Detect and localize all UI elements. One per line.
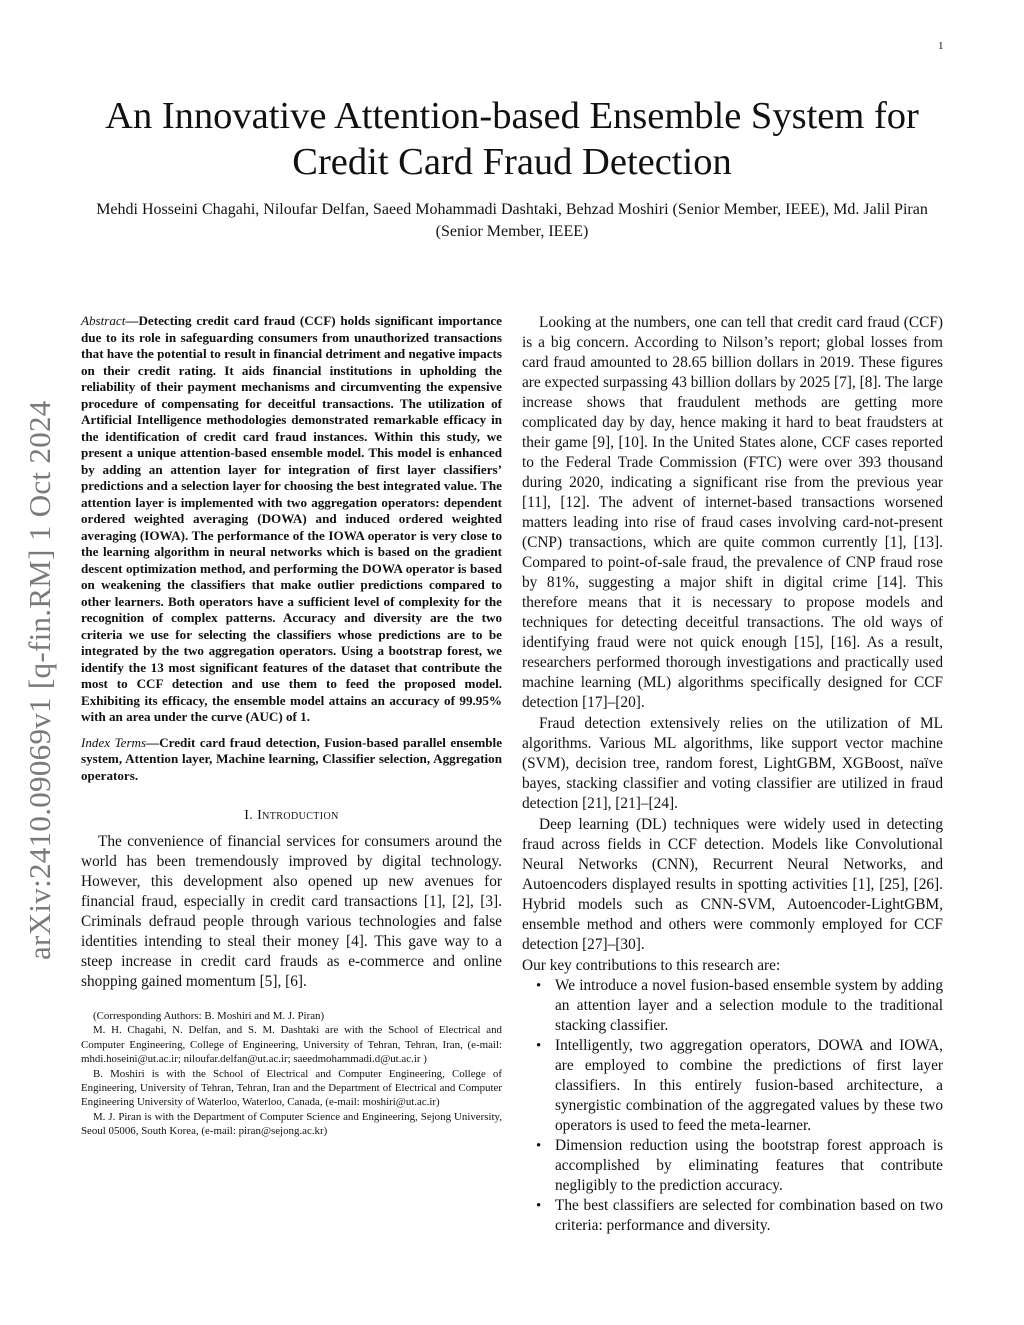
body-paragraph: Looking at the numbers, one can tell that credit card fraud (CCF) is a big concern. According to Nilson’s report; global losses from card fraud amounted to 28.65 billion dollars in 2019. These figures are expected surpassing 43 billion dollars by 2025 [7], [8]. The large increase shows that fraudulent methods are getting more complicated day by day, hence making it hard to beat fraudsters at their game [9], [10]. In the United States alone, CCF cases reported to the Federal Trade Commission (FTC) were over 393 thousand during 2020, indicating a significant rise from the previous year [11], [12]. The advent of internet-based transactions worsened matters leading into rise of fraud cases involving card-not-present (CNP) transactions, which are quite common currently [1], [13]. Compared to point-of-sale fraud, the prevalence of CNP fraud rose by 81%, suggesting a major shift in digital crime [14]. This therefore means that it is necessary to propose models and techniques for detecting deceitful transactions. The old ways of identifying fraud were not quick enough [15], [16]. As a result, researchers performed thorough investigations and practically used machine learning (ML) algorithms specifically designed for CCF detection [17]–[20].: [522, 314, 943, 711]
footnote-affiliation: M. J. Piran is with the Department of Computer Science and Engineering, Sejong University, Seoul 05006, South Korea, (e-mail: piran@sejong.ac.kr): [81, 1110, 502, 1138]
footnotes: [81, 1009, 502, 1139]
body-paragraph: Deep learning (DL) techniques were widely used in detecting fraud across fields in CCF detection. Models like Convolutional Neural Networks (CNN), Recurrent Neural Networks, and Autoencoders displayed results in spotting activities [1], [25], [26]. Hybrid models such as CNN-SVM, Autoencoder-LightGBM, ensemble method and others were commonly employed for CCF detection [27]–[30].: [522, 816, 943, 953]
contribution-item: • Intelligently, two aggregation operators, DOWA and IOWA, are employed to combine the predictions of first layer classifiers. In this entirely fusion-based architecture, a synergistic combination of the aggregated values by these two operators is used to feed the meta-learner.: [555, 1036, 943, 1136]
index-terms-text: —Credit card fraud detection, Fusion-based parallel ensemble system, Attention layer, Machine learning, Classifier selection, Aggregation operators.: [81, 734, 503, 783]
contributions-intro: Our key contributions to this research are:: [522, 957, 781, 974]
body-paragraph: Fraud detection extensively relies on the utilization of ML algorithms. Various ML algorithms, like support vector machine (SVM), decision tree, random forest, LightGBM, XGBoost, naïve bayes, stacking classifier and voting classifier are utilized in fraud detection [21], [21]–[24].: [522, 715, 943, 812]
index-terms: [81, 735, 502, 785]
paper-title: An Innovative Attention-based Ensemble System for Credit Card Fraud Detection: [105, 95, 919, 183]
contribution-item: • Dimension reduction using the bootstrap forest approach is accomplished by eliminating features that contribute negligibly to the prediction accuracy.: [555, 1136, 943, 1196]
left-column: [81, 313, 502, 1139]
page-number: 1: [938, 40, 944, 52]
contribution-item: • We introduce a novel fusion-based ensemble system by adding an attention layer and a selection module to the traditional stacking classifier.: [555, 976, 943, 1036]
abstract: [81, 313, 502, 726]
right-column: [522, 313, 943, 1236]
contribution-item: • The best classifiers are selected for combination based on two criteria: performance and diversity.: [555, 1196, 943, 1236]
footnote-affiliation: B. Moshiri is with the School of Electrical and Computer Engineering, College of Engineering, University of Tehran, Tehran, Iran and the Department of Electrical and Computer Engineering University of Waterloo, Waterloo, Canada, (e-mail: moshiri@ut.ac.ir): [81, 1067, 502, 1109]
arxiv-stamp: arXiv:2410.09069v1 [q-fin.RM] 1 Oct 2024: [22, 400, 57, 960]
section-heading-introduction: I. Introduction: [244, 808, 339, 823]
abstract-label: Abstract: [81, 313, 126, 328]
footnote-affiliation: M. H. Chagahi, N. Delfan, and S. M. Dashtaki are with the School of Electrical and Computer Engineering, College of Engineering, University of Tehran, Tehran, Iran, (e-mail: mhdi.hoseini@ut.ac.ir; niloufar.delfan@ut.ac.ir; saeedmohammadi.d@ut.ac.ir ): [81, 1024, 502, 1066]
index-terms-label: Index Terms: [81, 734, 147, 750]
abstract-text: —Detecting credit card fraud (CCF) holds significant importance due to its role in safeguarding consumers from unauthorized transactions that have the potential to result in financial detriment and negative impacts on their credit rating. It aids financial institutions in upholding the reliability of their payment mechanisms and circumventing the expensive procedure of compensating for deceitful transactions. The utilization of Artificial Intelligence methodologies demonstrated remarkable efficacy in the identification of credit card fraud instances. Within this study, we present a unique attention-based ensemble model. This model is enhanced by adding an attention layer for integration of first layer classifiers’ predictions and a selection layer for choosing the best integrated value. The attention layer is implemented with two aggregation operators: dependent ordered weighted averaging (DOWA) and induced ordered weighted averaging (IOWA). The performance of the IOWA operator is very close to the learning algorithm in neural networks which is based on the gradient descent optimization method, and performing the DOWA operator is based on weakening the classifiers that make outlier predictions compared to other learners. Both operators have a sufficient level of complexity for the recognition of complex patterns. Accuracy and diversity are the two criteria we use for selecting the classifiers whose predictions are to be integrated by the two aggregation operators. Using a bootstrap forest, we identify the 13 most significant features of the dataset that contribute the most to CCF detection and use them to feed the proposed model. Exhibiting its efficacy, the ensemble model attains an accuracy of 99.95% with an area under the curve (AUC) of 1.: [81, 313, 502, 724]
contributions-list: [522, 976, 943, 1236]
intro-paragraph: The convenience of financial services for consumers around the world has been tremendously improved by digital technology. However, this development also opened up new avenues for financial fraud, especially in credit card transactions [1], [2], [3]. Criminals defraud people through various technologies and false identities intending to steal their money [4]. This gave way to a steep increase in credit card frauds as e-commerce and online shopping gained momentum [5], [6].: [81, 833, 502, 990]
author-list: Mehdi Hosseini Chagahi, Niloufar Delfan, Saeed Mohammadi Dashtaki, Behzad Moshiri (Senior Member, IEEE), Md. Jalil Piran (Senior Member, IEEE): [96, 201, 928, 240]
footnote-corresponding: (Corresponding Authors: B. Moshiri and M. J. Piran): [93, 1010, 325, 1022]
